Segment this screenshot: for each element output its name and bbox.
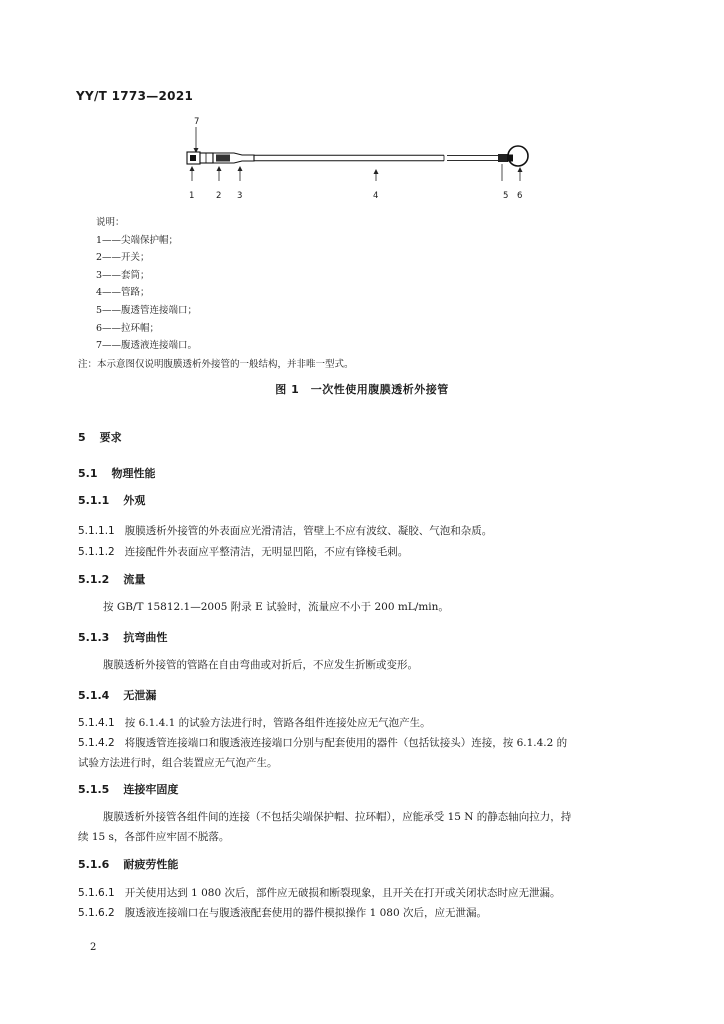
legend-item: 5——腹透管连接端口； [96, 304, 198, 316]
legend-item: 4——管路； [96, 287, 150, 299]
clause-5-1-2-text: 按 GB/T 15812.1—2005 附录 E 试验时，流量应不小于 200 mL/min。 [103, 601, 449, 613]
clause-5-1-1-1: 5.1.1.1 腹膜透析外接管的外表面应光滑清洁，管壁上不应有波纹、凝胶、气泡和杂质。 [78, 525, 493, 537]
clause-5-1-4-2-cont: 试验方法进行时，组合装置应无气泡产生。 [78, 757, 278, 769]
label-1: 1 [189, 191, 195, 201]
clause-5-1-6-2: 5.1.6.2 腹透液连接端口在与腹透液配套使用的器件模拟操作 1 080 次后，应无泄漏。 [78, 907, 487, 919]
clause-5-1-3-text: 腹膜透析外接管的管路在自由弯曲或对折后，不应发生折断或变形。 [103, 659, 418, 671]
section-5-1-5-heading: 5.1.5 连接牢固度 [78, 783, 179, 796]
figure-note: 注：本示意图仅说明腹膜透析外接管的一般结构，并非唯一型式。 [78, 359, 354, 370]
section-5-1-6-heading: 5.1.6 耐疲劳性能 [78, 858, 179, 871]
tubing-diagram [176, 112, 546, 204]
standard-code: YY/T 1773—2021 [76, 89, 194, 103]
legend-item: 3——套筒； [96, 269, 150, 281]
peritoneal-tube-port [498, 154, 508, 162]
clause-5-1-5-cont: 续 15 s，各部件应牢固不脱落。 [78, 831, 230, 843]
label-4: 4 [373, 191, 379, 201]
clause-5-1-6-1: 5.1.6.1 开关使用达到 1 080 次后，部件应无破损和断裂现象，且开关在打开或关闭状态时应无泄漏。 [78, 887, 561, 899]
section-5-heading: 5 要求 [78, 431, 122, 444]
legend-item: 2——开关； [96, 252, 150, 264]
legend-item: 7——腹透液连接端口。 [96, 340, 198, 352]
figure-caption: 图 1 一次性使用腹膜透析外接管 [275, 383, 449, 396]
clause-5-1-4-1: 5.1.4.1 按 6.1.4.1 的试验方法进行时，管路各组件连接处应无气泡产生。 [78, 717, 431, 729]
label-5: 5 [503, 191, 509, 201]
label-6: 6 [517, 191, 523, 201]
label-2: 2 [216, 191, 222, 201]
section-5-1-1-heading: 5.1.1 外观 [78, 494, 146, 507]
legend-title: 说明： [96, 217, 125, 228]
clause-5-1-1-2: 5.1.1.2 连接配件外表面应平整清洁，无明显凹陷，不应有锋棱毛刺。 [78, 546, 409, 558]
sleeve-grip [216, 155, 230, 162]
clause-5-1-4-2: 5.1.4.2 将腹透管连接端口和腹透液连接端口分别与配套使用的器件（包括钛接头）连接，按 6.1.4.2 的 [78, 737, 568, 749]
legend-item: 1——尖端保护帽； [96, 234, 179, 246]
section-5-1-3-heading: 5.1.3 抗弯曲性 [78, 631, 168, 644]
figure-legend [96, 214, 197, 355]
section-5-1-4-heading: 5.1.4 无泄漏 [78, 689, 157, 702]
section-5-1-heading: 5.1 物理性能 [78, 467, 156, 480]
label-3: 3 [237, 191, 243, 201]
section-5-1-2-heading: 5.1.2 流量 [78, 573, 146, 586]
page-number: 2 [90, 942, 97, 953]
label-7: 7 [194, 117, 200, 127]
clause-5-1-5-text: 腹膜透析外接管各组件间的连接（不包括尖端保护帽、拉环帽），应能承受 15 N 的静态轴向拉力，持 [103, 811, 572, 823]
legend-item: 6——拉环帽； [96, 322, 160, 334]
cap-detail [190, 155, 196, 161]
switch [200, 153, 213, 163]
